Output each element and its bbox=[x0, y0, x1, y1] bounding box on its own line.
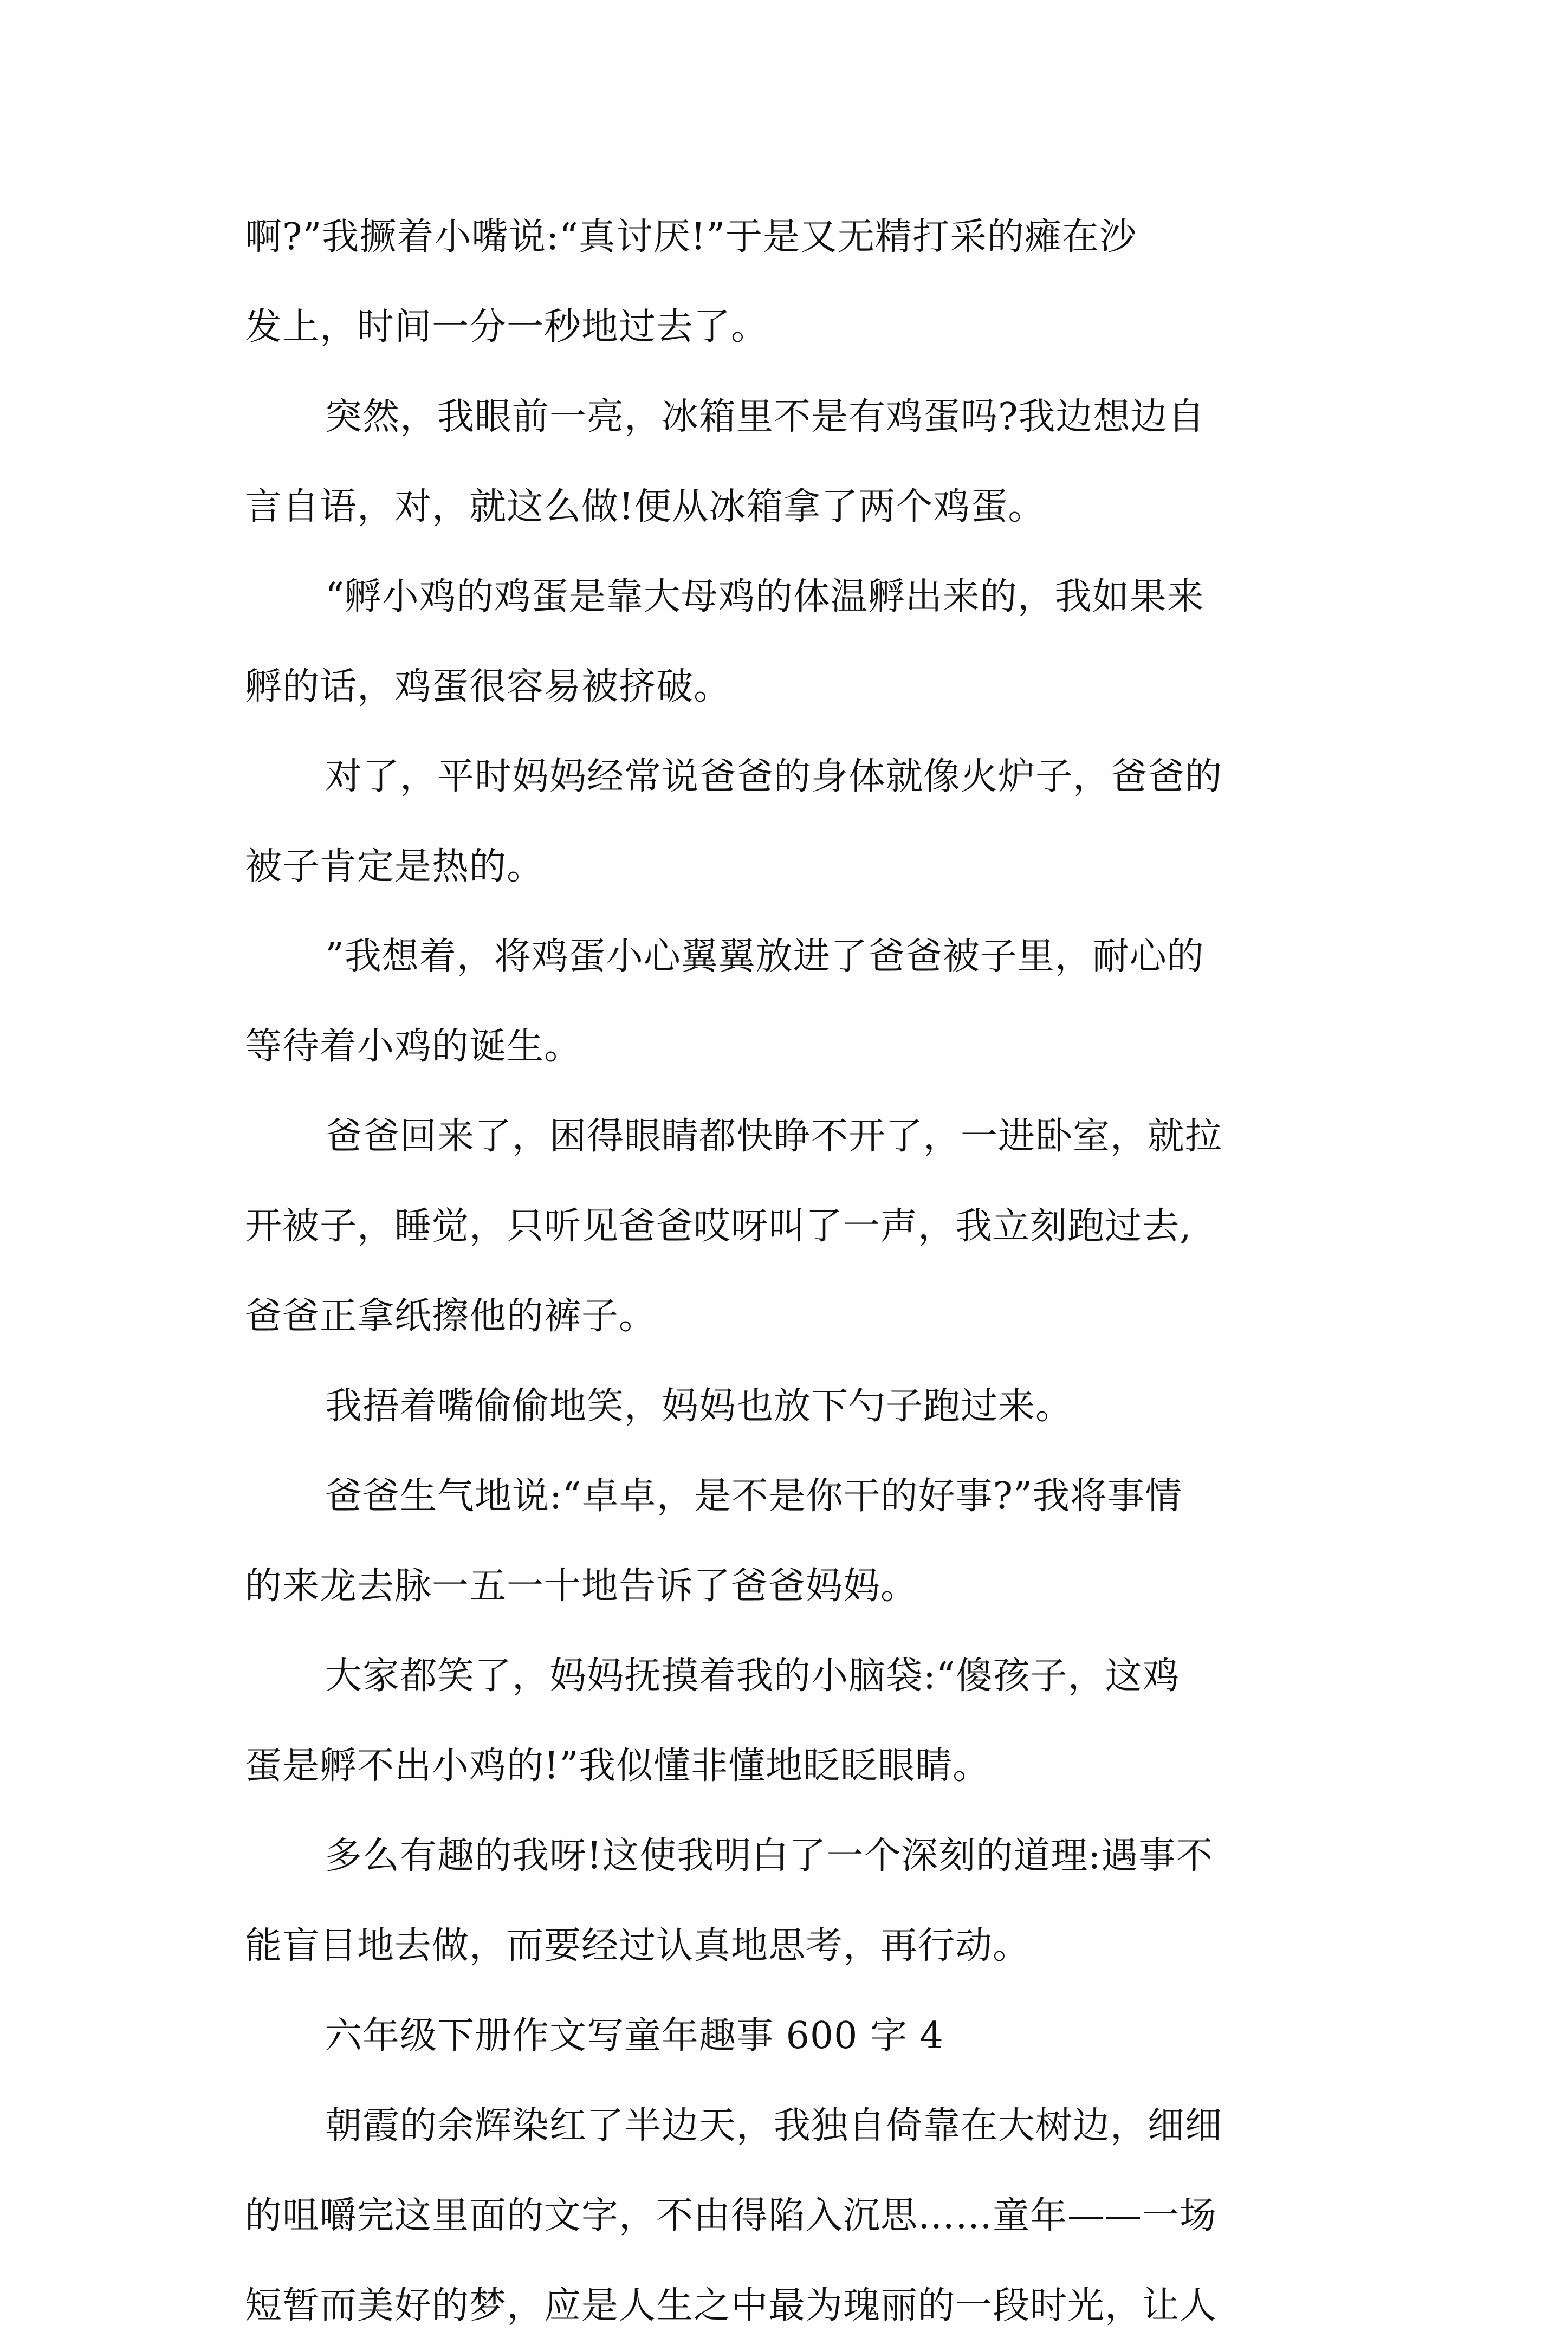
text-line: 我捂着嘴偷偷地笑，妈妈也放下勺子跑过来。 bbox=[325, 1385, 1073, 1428]
text-line: 爸爸回来了，困得眼睛都快睁不开了，一进卧室，就拉 bbox=[325, 1115, 1223, 1158]
text-line: 大家都笑了，妈妈抚摸着我的小脑袋:“傻孩子，这鸡 bbox=[325, 1655, 1180, 1698]
section-heading: 六年级下册作文写童年趣事 600 字 4 bbox=[325, 2015, 944, 2057]
text-line: 发上，时间一分一秒地过去了。 bbox=[245, 306, 769, 348]
text-line: 能盲目地去做，而要经过认真地思考，再行动。 bbox=[245, 1925, 1031, 1967]
text-line: 多么有趣的我呀!这使我明白了一个深刻的道理:遇事不 bbox=[325, 1835, 1214, 1877]
text-line: 的咀嚼完这里面的文字，不由得陷入沉思……童年——一场 bbox=[245, 2194, 1217, 2237]
text-line: 朝霞的余辉染红了半边天，我独自倚靠在大树边，细细 bbox=[325, 2104, 1223, 2147]
text-line: 开被子，睡觉，只听见爸爸哎呀叫了一声，我立刻跑过去, bbox=[245, 1205, 1192, 1248]
text-line: 对了，平时妈妈经常说爸爸的身体就像火炉子，爸爸的 bbox=[325, 755, 1223, 798]
text-line: 短暂而美好的梦，应是人生之中最为瑰丽的一段时光，让人 bbox=[245, 2284, 1217, 2327]
text-line: 等待着小鸡的诞生。 bbox=[245, 1025, 582, 1068]
text-line: “孵小鸡的鸡蛋是靠大母鸡的体温孵出来的，我如果来 bbox=[325, 575, 1204, 618]
text-line: 爸爸生气地说:“卓卓，是不是你干的好事?”我将事情 bbox=[325, 1475, 1182, 1518]
text-line: 被子肯定是热的。 bbox=[245, 845, 545, 888]
text-line: 爸爸正拿纸擦他的裤子。 bbox=[245, 1295, 657, 1338]
text-line: 蛋是孵不出小鸡的!”我似懂非懂地眨眨眼睛。 bbox=[245, 1745, 990, 1787]
text-line: 言自语，对，就这么做!便从冰箱拿了两个鸡蛋。 bbox=[245, 485, 1046, 528]
text-line: 啊?”我撅着小嘴说:“真讨厌!”于是又无精打采的瘫在沙 bbox=[245, 216, 1137, 258]
text-line: 突然，我眼前一亮，冰箱里不是有鸡蛋吗?我边想边自 bbox=[325, 396, 1206, 438]
body-text bbox=[245, 192, 1350, 2351]
text-line: ”我想着，将鸡蛋小心翼翼放进了爸爸被子里，耐心的 bbox=[325, 935, 1204, 978]
text-line: 孵的话，鸡蛋很容易被挤破。 bbox=[245, 665, 731, 708]
text-line: 的来龙去脉一五一十地告诉了爸爸妈妈。 bbox=[245, 1565, 918, 1608]
